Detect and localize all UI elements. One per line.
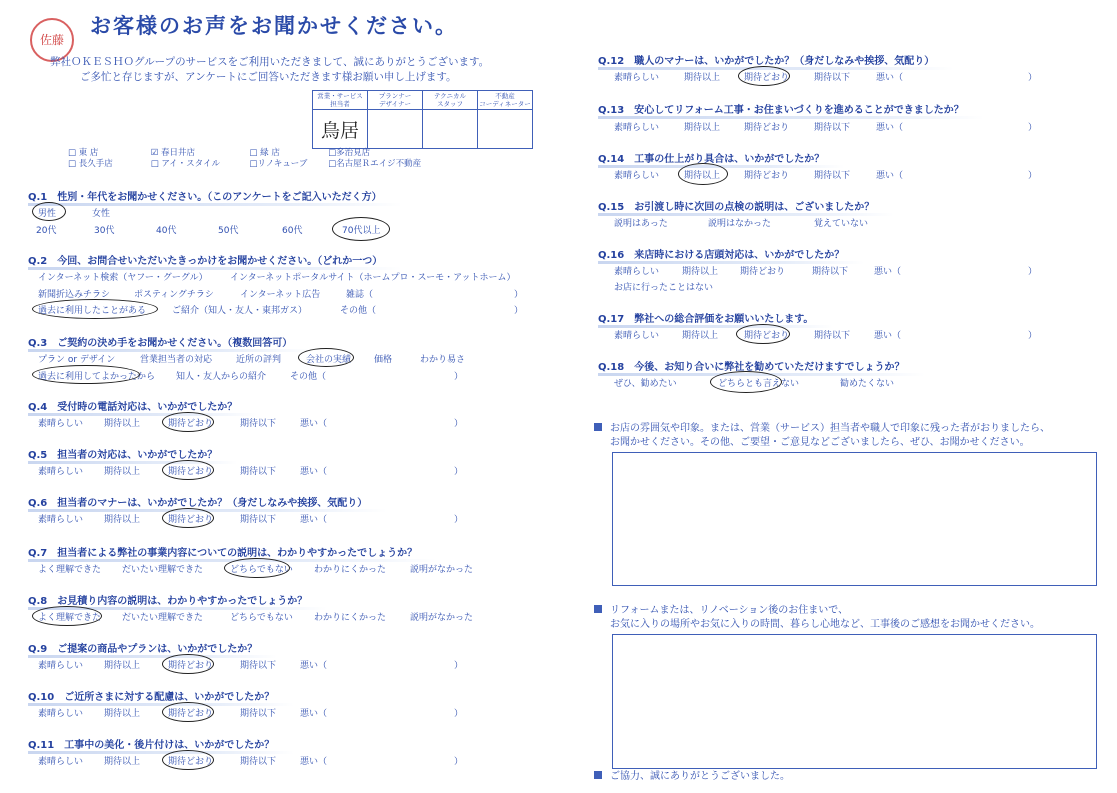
- option-bad[interactable]: 悪い（: [300, 661, 328, 671]
- question-1: [28, 188, 382, 203]
- option-other-close: ）: [454, 372, 464, 382]
- answer-circle: [162, 750, 214, 770]
- question-number: Q.6: [28, 498, 48, 509]
- q16-options: [570, 264, 1090, 296]
- option-past-customer[interactable]: 過去に利用したことがある: [38, 306, 147, 316]
- question-text: 性別・年代をお聞かせください。（このアンケートをご記入いただく方）: [57, 192, 382, 203]
- staff-planner-cell[interactable]: [368, 110, 423, 149]
- intro-line-2: ご多忙と存じますが、アンケートにご回答いただきます様お願い申し上げます。: [80, 71, 457, 83]
- comment-prompt-line: お気に入りの場所やお気に入りの時間、暮らし心地など、工事後のご感想をお聞かせください。: [610, 619, 1040, 630]
- option-as-expected[interactable]: 期待どおり: [168, 757, 214, 767]
- q7-options: [0, 562, 560, 578]
- answer-circle: [162, 702, 214, 722]
- option-neutral[interactable]: どちらでもない: [230, 565, 293, 575]
- option-below[interactable]: 期待以下: [240, 467, 277, 477]
- staff-header-technical: テクニカル スタッフ: [423, 91, 478, 110]
- option-bad-close: ）: [1028, 73, 1038, 83]
- option-past-good[interactable]: 過去に利用してよかったから: [38, 372, 156, 382]
- option-above[interactable]: 期待以上: [684, 171, 721, 181]
- option-below[interactable]: 期待以下: [240, 709, 277, 719]
- option-bad-close: ）: [1028, 331, 1038, 341]
- option-not-explained[interactable]: 説明はなかった: [708, 219, 772, 229]
- answer-circle: [736, 324, 790, 344]
- comment-box-2[interactable]: [612, 634, 1097, 769]
- branch-renocube[interactable]: □リノキューブ: [249, 159, 308, 169]
- answer-circle: [162, 508, 214, 528]
- option-flyer[interactable]: 新聞折込みチラシ: [38, 290, 111, 300]
- question-number: Q.4: [28, 402, 48, 413]
- option-bad[interactable]: 悪い（: [300, 467, 328, 477]
- staff-header-planner: プランナー デザイナー: [368, 91, 423, 110]
- q4-options: [0, 416, 560, 432]
- option-excellent[interactable]: 素晴らしい: [614, 171, 660, 181]
- option-understood-well[interactable]: よく理解できた: [38, 565, 102, 575]
- option-60s[interactable]: 60代: [282, 226, 303, 236]
- question-10: [28, 688, 274, 703]
- option-above[interactable]: 期待以上: [104, 757, 141, 767]
- question-text: 今回、お問合せいただいたきっかけをお聞かせください。（どれか一つ）: [57, 256, 383, 267]
- answer-circle: [32, 365, 140, 384]
- q5-options: [0, 464, 560, 480]
- q2-options: [0, 270, 560, 318]
- q1-options: [0, 206, 560, 240]
- answer-circle: [298, 348, 354, 367]
- option-below[interactable]: 期待以下: [240, 757, 277, 767]
- option-female[interactable]: 女性: [92, 209, 111, 219]
- page-title: お客様のお声をお聞かせください。: [90, 14, 458, 38]
- staff-header-realestate: 不動産 コーディネーター: [479, 92, 531, 108]
- option-as-expected[interactable]: 期待どおり: [740, 267, 786, 277]
- option-bad-close: ）: [1028, 171, 1038, 181]
- comment-prompt-line: お聞かせください。その他、ご要望・ご意見などございましたら、ぜひ、お聞かせください。: [610, 437, 1030, 448]
- option-70s-plus[interactable]: 70代以上: [342, 226, 381, 236]
- branch-midori[interactable]: □ 緑 店: [249, 148, 280, 158]
- staff-table: [312, 90, 533, 149]
- option-bad-close: ）: [454, 515, 464, 525]
- option-above[interactable]: 期待以上: [104, 661, 141, 671]
- option-company-record[interactable]: 会社の実績: [306, 355, 352, 365]
- option-40s[interactable]: 40代: [156, 226, 177, 236]
- option-above[interactable]: 期待以上: [104, 419, 141, 429]
- q12-options: [570, 70, 1090, 86]
- question-text: 受付時の電話対応は、いかがでしたか？: [57, 402, 238, 413]
- comment-section-2-heading: [594, 604, 1040, 632]
- option-explained[interactable]: 説明はあった: [614, 219, 668, 229]
- answer-circle: [162, 460, 214, 480]
- option-bad[interactable]: 悪い（: [300, 419, 328, 429]
- option-not-recommend[interactable]: 勧めたくない: [840, 379, 895, 389]
- option-bad[interactable]: 悪い（: [876, 73, 904, 83]
- option-excellent[interactable]: 素晴らしい: [38, 661, 84, 671]
- intro-line-1: 弊社ＯＫＥＳＨＯグループのサービスをご利用いただきまして、誠にありがとうございます。: [50, 56, 490, 68]
- option-below[interactable]: 期待以下: [814, 331, 851, 341]
- branch-checkboxes: [68, 148, 433, 170]
- question-15: [598, 198, 874, 213]
- option-as-expected[interactable]: 期待どおり: [744, 331, 790, 341]
- question-text: ご提案の商品やプランは、いかがでしたか？: [57, 644, 258, 655]
- question-number: Q.12: [598, 56, 625, 67]
- question-2: [28, 252, 382, 267]
- option-bad-close: ）: [1028, 123, 1038, 133]
- question-text: 工事の仕上がり具合は、いかがでしたか？: [634, 154, 825, 165]
- question-8: [28, 592, 307, 607]
- option-above[interactable]: 期待以上: [682, 267, 719, 277]
- answer-circle: [162, 654, 214, 674]
- option-never-visited[interactable]: お店に行ったことはない: [614, 283, 714, 293]
- option-excellent[interactable]: 素晴らしい: [38, 419, 84, 429]
- handwritten-staff-name: 鳥居: [320, 119, 359, 142]
- q8-options: [0, 610, 560, 626]
- question-12: [598, 52, 934, 67]
- option-dont-remember[interactable]: 覚えていない: [814, 219, 869, 229]
- staff-header-sales: 営業・サービス 担当者: [313, 91, 368, 110]
- question-text: ご契約の決め手をお聞かせください。（複数回答可）: [57, 338, 293, 349]
- answer-circle: [738, 66, 790, 86]
- question-text: ご近所さまに対する配慮は、いかがでしたか？: [64, 692, 275, 703]
- answer-circle: [162, 412, 214, 432]
- branch-kasugai[interactable]: ☑ 春日井店: [150, 148, 196, 158]
- option-as-expected[interactable]: 期待どおり: [168, 661, 214, 671]
- branch-nagoya-rage[interactable]: □名古屋Ｒエイジ不動産: [328, 159, 422, 169]
- option-excellent[interactable]: 素晴らしい: [38, 467, 84, 477]
- question-16: [598, 246, 844, 261]
- q6-options: [0, 512, 560, 528]
- option-below[interactable]: 期待以下: [814, 73, 851, 83]
- option-below[interactable]: 期待以下: [814, 123, 851, 133]
- answer-circle: [710, 371, 782, 393]
- branch-tajimi[interactable]: □多治見店: [328, 148, 371, 158]
- question-4: [28, 398, 237, 413]
- question-number: Q.5: [28, 450, 48, 461]
- option-30s[interactable]: 30代: [94, 226, 115, 236]
- question-6: [28, 494, 367, 509]
- option-hard-to-understand[interactable]: わかりにくかった: [314, 613, 387, 623]
- staff-technical-cell[interactable]: [423, 110, 478, 149]
- option-below[interactable]: 期待以下: [240, 419, 277, 429]
- q10-options: [0, 706, 560, 722]
- square-bullet-icon: [594, 605, 602, 613]
- question-text: 担当者による弊社の事業内容についての説明は、わかりやすかったでしょうか？: [57, 548, 418, 559]
- answer-circle: [32, 299, 158, 319]
- option-other[interactable]: その他（: [290, 372, 327, 382]
- question-text: 職人のマナーは、いかがでしたか？（身だしなみや挨拶、気配り）: [634, 56, 935, 67]
- question-text: 来店時における店頭対応は、いかがでしたか？: [634, 250, 845, 261]
- question-number: Q.2: [28, 256, 48, 267]
- square-bullet-icon: [594, 423, 602, 431]
- option-as-expected[interactable]: 期待どおり: [744, 73, 790, 83]
- option-bad-close: ）: [1028, 267, 1038, 277]
- option-bad[interactable]: 悪い（: [874, 331, 902, 341]
- question-7: [28, 544, 417, 559]
- q9-options: [0, 658, 560, 674]
- q11-options: [0, 754, 560, 770]
- branch-nagakute[interactable]: □ 長久手店: [68, 159, 113, 169]
- answer-circle: [332, 217, 390, 241]
- option-bad-close: ）: [454, 757, 464, 767]
- question-number: Q.9: [28, 644, 48, 655]
- question-number: Q.3: [28, 338, 48, 349]
- option-bad[interactable]: 悪い（: [876, 171, 904, 181]
- option-as-expected[interactable]: 期待どおり: [168, 419, 214, 429]
- option-below[interactable]: 期待以下: [240, 661, 277, 671]
- comment-prompt-line: お店の雰囲気や印象。または、営業（サービス）担当者や職人で印象に残った者がおりましたら、: [610, 423, 1050, 434]
- option-above[interactable]: 期待以上: [684, 73, 721, 83]
- question-number: Q.11: [28, 740, 55, 751]
- comment-prompt-line: リフォームまたは、リノベーション後のお住まいで、: [610, 605, 849, 616]
- option-no-explanation[interactable]: 説明がなかった: [410, 565, 474, 575]
- question-number: Q.7: [28, 548, 48, 559]
- option-50s[interactable]: 50代: [218, 226, 239, 236]
- option-mostly-understood[interactable]: だいたい理解できた: [122, 565, 204, 575]
- option-below[interactable]: 期待以下: [814, 171, 851, 181]
- option-plan-design[interactable]: プラン or デザイン: [38, 355, 116, 365]
- q17-options: [570, 328, 1090, 344]
- option-bad[interactable]: 悪い（: [874, 267, 902, 277]
- option-bad-close: ）: [454, 467, 464, 477]
- question-text: お見積り内容の説明は、わかりやすかったでしょうか？: [57, 596, 308, 607]
- option-as-expected[interactable]: 期待どおり: [168, 467, 214, 477]
- option-bad[interactable]: 悪い（: [300, 757, 328, 767]
- comment-section-1-heading: [594, 422, 1050, 450]
- option-referral[interactable]: ご紹介（知人・友人・東邦ガス）: [172, 306, 308, 316]
- option-bad-close: ）: [454, 661, 464, 671]
- branch-istyle[interactable]: □ アイ・スタイル: [150, 159, 221, 169]
- option-internet-ad[interactable]: インターネット広告: [240, 290, 321, 300]
- option-as-expected[interactable]: 期待どおり: [168, 515, 214, 525]
- option-above[interactable]: 期待以上: [104, 467, 141, 477]
- q15-options: [570, 216, 1090, 232]
- option-magazine[interactable]: 雑誌（: [346, 290, 374, 300]
- option-posting-flyer[interactable]: ポスティングチラシ: [134, 290, 214, 300]
- option-friend-referral[interactable]: 知人・友人からの紹介: [176, 372, 267, 382]
- option-excellent[interactable]: 素晴らしい: [614, 267, 660, 277]
- thanks-text: ご協力、誠にありがとうございました。: [610, 771, 790, 782]
- option-above[interactable]: 期待以上: [104, 515, 141, 525]
- answer-circle: [678, 163, 728, 185]
- question-text: 工事中の美化・後片付けは、いかがでしたか？: [64, 740, 275, 751]
- answer-circle: [32, 202, 66, 221]
- question-number: Q.1: [28, 192, 48, 203]
- option-clarity[interactable]: わかり易さ: [420, 355, 466, 365]
- square-bullet-icon: [594, 771, 602, 779]
- q18-options: [570, 376, 1090, 392]
- option-portal-site[interactable]: インターネットポータルサイト（ホームプロ・スーモ・アットホーム）: [230, 273, 516, 283]
- option-below[interactable]: 期待以下: [812, 267, 849, 277]
- question-9: [28, 640, 257, 655]
- comment-box-1[interactable]: [612, 452, 1097, 586]
- option-as-expected[interactable]: 期待どおり: [744, 171, 790, 181]
- question-number: Q.15: [598, 202, 625, 213]
- question-13: [598, 101, 964, 116]
- option-hard-to-understand[interactable]: わかりにくかった: [314, 565, 387, 575]
- question-text: 弊社への総合評価をお願いいたします。: [634, 314, 814, 325]
- option-understood-well[interactable]: よく理解できた: [38, 613, 102, 623]
- option-price[interactable]: 価格: [374, 355, 393, 365]
- option-neutral[interactable]: どちらでもない: [230, 613, 293, 623]
- question-number: Q.8: [28, 596, 48, 607]
- option-excellent[interactable]: 素晴らしい: [614, 73, 660, 83]
- option-no-explanation[interactable]: 説明がなかった: [410, 613, 474, 623]
- answer-circle: [32, 606, 102, 626]
- question-text: 担当者の対応は、いかがでしたか？: [57, 450, 218, 461]
- option-above[interactable]: 期待以上: [104, 709, 141, 719]
- stamp-text: 佐藤: [39, 32, 64, 47]
- option-definitely-recommend[interactable]: ぜひ、勧めたい: [614, 379, 677, 389]
- question-text: 安心してリフォーム工事・お住まいづくりを進めることができましたか？: [634, 105, 964, 116]
- option-reputation[interactable]: 近所の評判: [236, 355, 282, 365]
- option-above[interactable]: 期待以上: [684, 123, 721, 133]
- option-male[interactable]: 男性: [38, 209, 57, 219]
- question-number: Q.18: [598, 362, 625, 373]
- option-bad[interactable]: 悪い（: [300, 515, 328, 525]
- question-text: 担当者のマナーは、いかがでしたか？（身だしなみや挨拶、気配り）: [57, 498, 368, 509]
- answer-circle: [224, 558, 290, 578]
- question-11: [28, 736, 274, 751]
- option-other-close: ）: [514, 306, 524, 316]
- option-sales-response[interactable]: 営業担当者の対応: [140, 355, 213, 365]
- q3-options: [0, 352, 560, 384]
- question-number: Q.17: [598, 314, 625, 325]
- option-20s[interactable]: 20代: [36, 226, 57, 236]
- option-bad-close: ）: [454, 419, 464, 429]
- thanks-line: [594, 770, 790, 784]
- option-mostly-understood[interactable]: だいたい理解できた: [122, 613, 204, 623]
- option-bad[interactable]: 悪い（: [300, 709, 328, 719]
- option-as-expected[interactable]: 期待どおり: [744, 123, 790, 133]
- option-above[interactable]: 期待以上: [682, 331, 719, 341]
- option-excellent[interactable]: 素晴らしい: [38, 515, 84, 525]
- question-number: Q.14: [598, 154, 625, 165]
- question-text: 今後、お知り合いに弊社を勧めていただけますでしょうか？: [634, 362, 905, 373]
- question-number: Q.13: [598, 105, 625, 116]
- option-excellent[interactable]: 素晴らしい: [38, 757, 84, 767]
- option-as-expected[interactable]: 期待どおり: [168, 709, 214, 719]
- option-other[interactable]: その他（: [340, 306, 377, 316]
- question-text: お引渡し時に次回の点検の説明は、ございましたか？: [634, 202, 875, 213]
- staff-realestate-cell[interactable]: [478, 110, 533, 149]
- option-excellent[interactable]: 素晴らしい: [614, 331, 660, 341]
- option-bad-close: ）: [454, 709, 464, 719]
- question-5: [28, 446, 217, 461]
- option-internet-search[interactable]: インターネット検索（ヤフー・グーグル）: [38, 273, 208, 283]
- staff-sales-cell[interactable]: [313, 110, 368, 149]
- question-number: Q.10: [28, 692, 55, 703]
- q14-options: [570, 168, 1090, 184]
- option-undecided[interactable]: どちらとも言えない: [718, 379, 800, 389]
- option-magazine-close: ）: [514, 290, 524, 300]
- branch-higashi[interactable]: □ 東 店: [68, 148, 99, 158]
- question-17: [598, 310, 813, 325]
- option-excellent[interactable]: 素晴らしい: [614, 123, 660, 133]
- question-3: [28, 334, 292, 349]
- question-number: Q.16: [598, 250, 625, 261]
- q13-options: [570, 120, 1090, 136]
- option-bad[interactable]: 悪い（: [876, 123, 904, 133]
- option-below[interactable]: 期待以下: [240, 515, 277, 525]
- option-excellent[interactable]: 素晴らしい: [38, 709, 84, 719]
